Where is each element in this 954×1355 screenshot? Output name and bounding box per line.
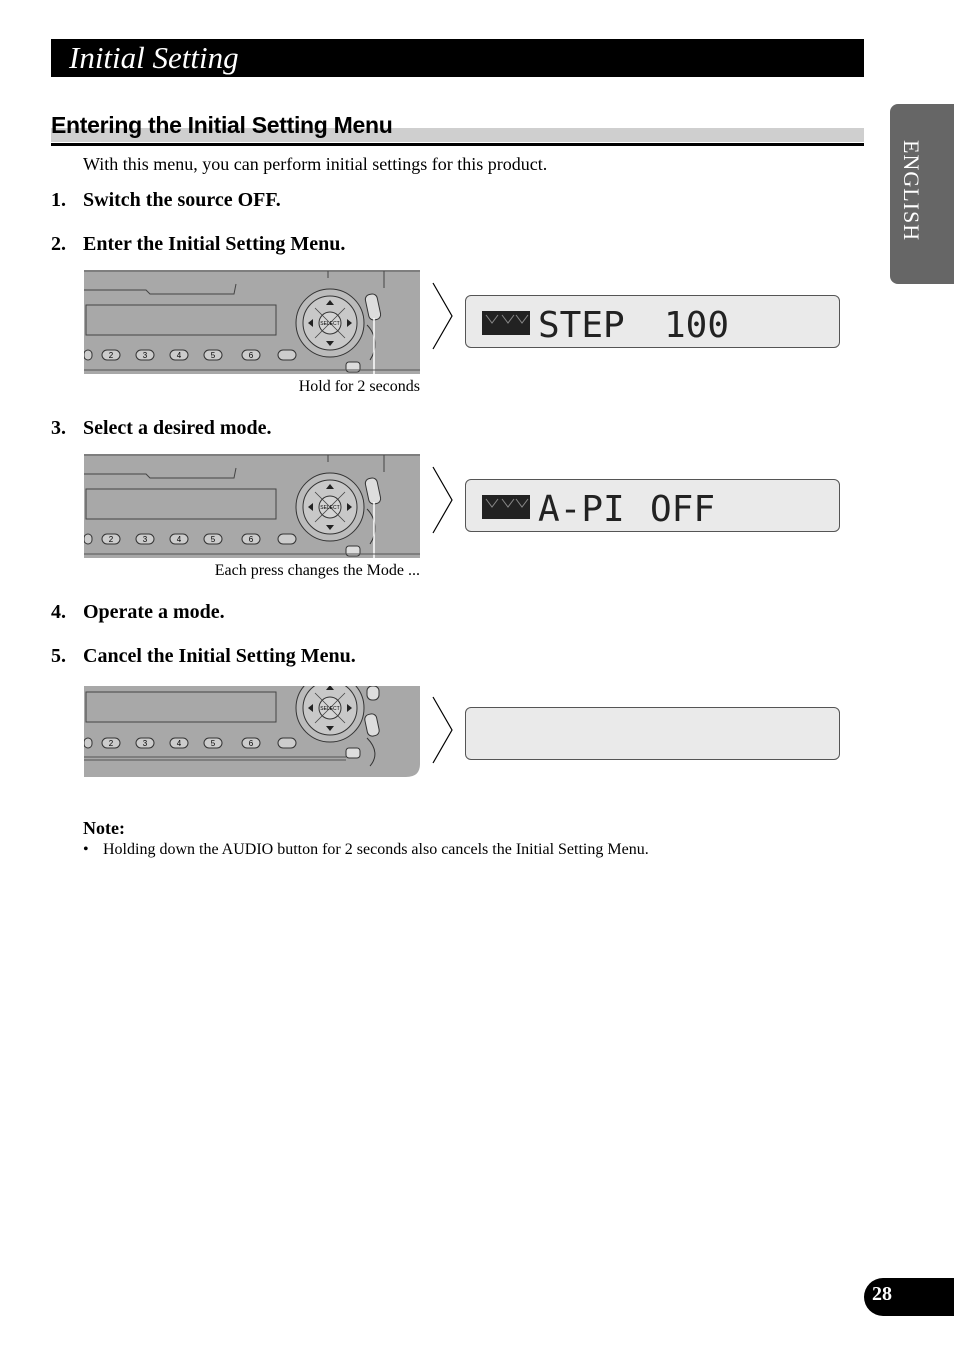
- preset-3: 3: [142, 739, 148, 748]
- preset-2: 2: [108, 535, 114, 544]
- step-number: 1.: [51, 189, 66, 211]
- preset-2: 2: [108, 739, 114, 748]
- preset-5: 5: [210, 739, 216, 748]
- step-text: Select a desired mode.: [83, 417, 272, 439]
- section-heading: Entering the Initial Setting Menu: [51, 112, 393, 138]
- preset-2: 2: [108, 351, 114, 360]
- preset-4: 4: [176, 351, 182, 360]
- preset-5: 5: [210, 535, 216, 544]
- page-title-bar: [51, 39, 864, 77]
- preset-6: 6: [248, 351, 254, 360]
- step-2: [51, 233, 345, 256]
- step-number: 2.: [51, 233, 66, 255]
- arrow-right-icon: [432, 466, 454, 534]
- step-number: 4.: [51, 601, 66, 623]
- display2-left: A-PI: [538, 491, 625, 523]
- note-text: Holding down the AUDIO button for 2 seconds also cancels the Initial Setting Menu.: [103, 841, 649, 858]
- preset-3: 3: [142, 535, 148, 544]
- preset-6: 6: [248, 739, 254, 748]
- preset-6: 6: [248, 535, 254, 544]
- step-text: Enter the Initial Setting Menu.: [83, 233, 346, 255]
- intro-text: With this menu, you can perform initial settings for this product.: [83, 154, 548, 174]
- arrow-right-icon: [432, 696, 454, 764]
- page-number-badge: [864, 1278, 954, 1316]
- preset-4: 4: [176, 535, 182, 544]
- step-text: Switch the source OFF.: [83, 189, 281, 211]
- lcd-display-1: [465, 295, 840, 348]
- note-item: [83, 841, 649, 859]
- caption-hold: Hold for 2 seconds: [298, 378, 420, 395]
- note-bullet: •: [83, 841, 89, 858]
- head-unit-illustration-1: [84, 270, 420, 374]
- preset-3: 3: [142, 351, 148, 360]
- step-4: [51, 601, 225, 624]
- page-number: 28: [872, 1283, 892, 1305]
- caption-each-press: Each press changes the Mode ...: [214, 562, 420, 579]
- display1-left: STEP: [538, 307, 625, 339]
- step-5: [51, 645, 356, 668]
- heading-rule: [51, 143, 864, 146]
- preset-4: 4: [176, 739, 182, 748]
- language-tab: [890, 104, 954, 284]
- preset-5: 5: [210, 351, 216, 360]
- select-label: SELECT: [320, 706, 340, 712]
- page-title: Initial Setting: [69, 40, 239, 75]
- step-text: Operate a mode.: [83, 601, 225, 623]
- display2-right: OFF: [650, 491, 716, 523]
- display1-right: 100: [664, 307, 730, 339]
- head-unit-illustration-3: [84, 686, 420, 778]
- language-tab-label: ENGLISH: [899, 140, 924, 242]
- step-number: 5.: [51, 645, 66, 667]
- lcd-display-blank: [465, 707, 840, 760]
- section-heading-block: [51, 112, 864, 148]
- step-number: 3.: [51, 417, 66, 439]
- lcd-display-2: [465, 479, 840, 532]
- step-3: [51, 417, 272, 440]
- select-label: SELECT: [320, 505, 340, 511]
- arrow-right-icon: [432, 282, 454, 350]
- select-label: SELECT: [320, 321, 340, 327]
- head-unit-illustration-2: [84, 454, 420, 558]
- step-1: [51, 189, 281, 212]
- note-label: Note:: [83, 818, 125, 838]
- step-text: Cancel the Initial Setting Menu.: [83, 645, 356, 667]
